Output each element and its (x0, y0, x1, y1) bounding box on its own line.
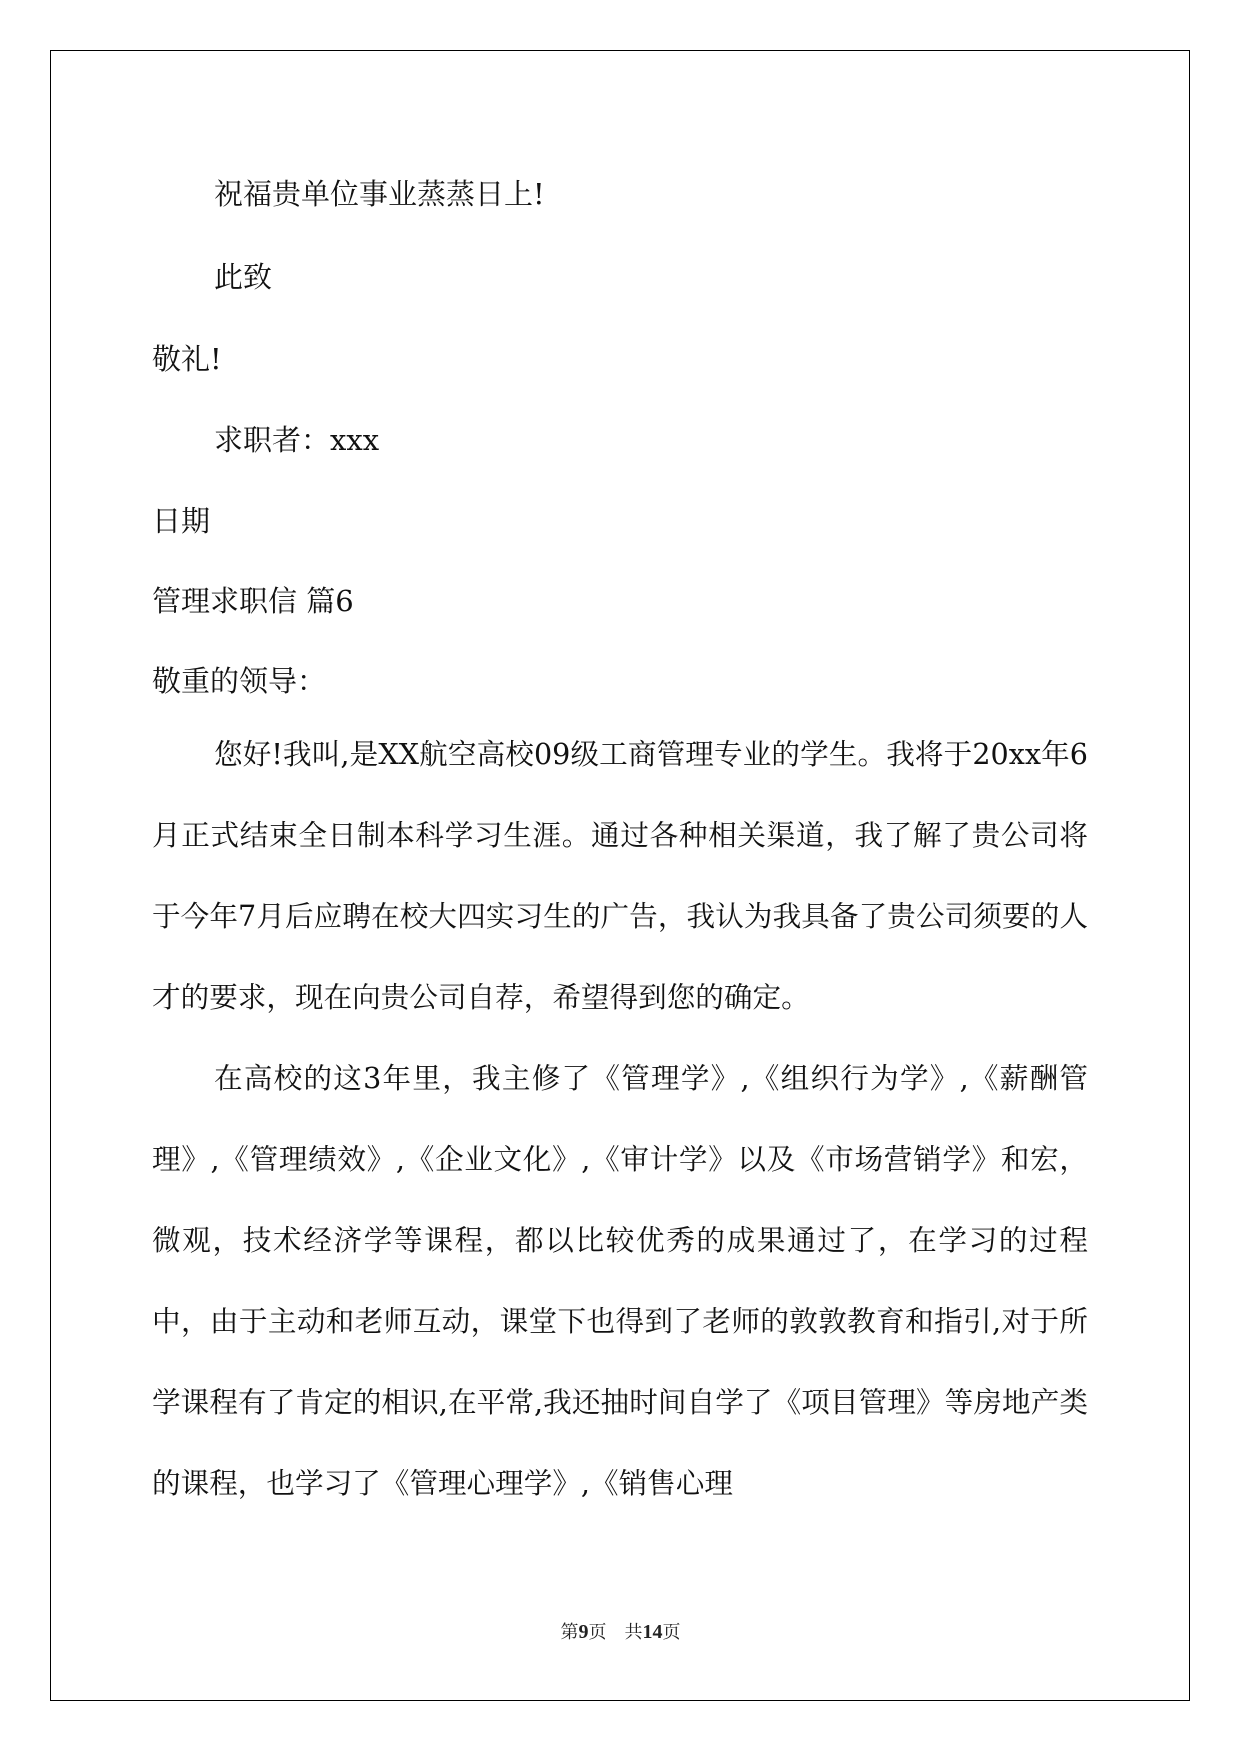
date-label: 日期 (152, 504, 211, 538)
page-footer (0, 1618, 1241, 1644)
greeting: 敬重的领导： (152, 664, 327, 698)
closing-wish: 祝福贵单位事业蒸蒸日上! (214, 177, 545, 211)
current-page-number: 9 (578, 1621, 589, 1643)
body-paragraph-courses: 在高校的这3年里，我主修了《管理学》,《组织行为学》,《薪酬管理》,《管理绩效》,《企业文化》,《审计学》以及《市场营销学》和宏，微观，技术经济学等课程，都以比较优秀的成果通过了，在学习的过程中，由于主动和老师互动，课堂下也得到了老师的敦敦教育和指引,对于所学课程有了肯定的相识,在平常,我还抽时间自学了《项目管理》等房地产类的课程，也学习了《管理心理学》,《销售心理 (152, 1061, 1088, 1500)
footer-suffix: 页 (662, 1622, 681, 1643)
total-pages-number: 14 (642, 1621, 663, 1643)
salutation-cizhi: 此致 (214, 260, 273, 294)
footer-middle: 页 共 (588, 1622, 643, 1643)
body-paragraph-intro: 您好!我叫,是XX航空高校09级工商管理专业的学生。我将于20xx年6月正式结束全日制本科学习生涯。通过各种相关渠道，我了解了贵公司将于今年7月后应聘在校大四实习生的广告，我认为我具备了贵公司须要的人才的要求，现在向贵公司自荐，希望得到您的确定。 (152, 737, 1088, 1014)
footer-prefix: 第 (560, 1622, 579, 1643)
salutation-jingli: 敬礼! (152, 342, 222, 376)
section-heading: 管理求职信 篇6 (152, 584, 354, 618)
applicant-signature: 求职者：xxx (214, 423, 380, 457)
